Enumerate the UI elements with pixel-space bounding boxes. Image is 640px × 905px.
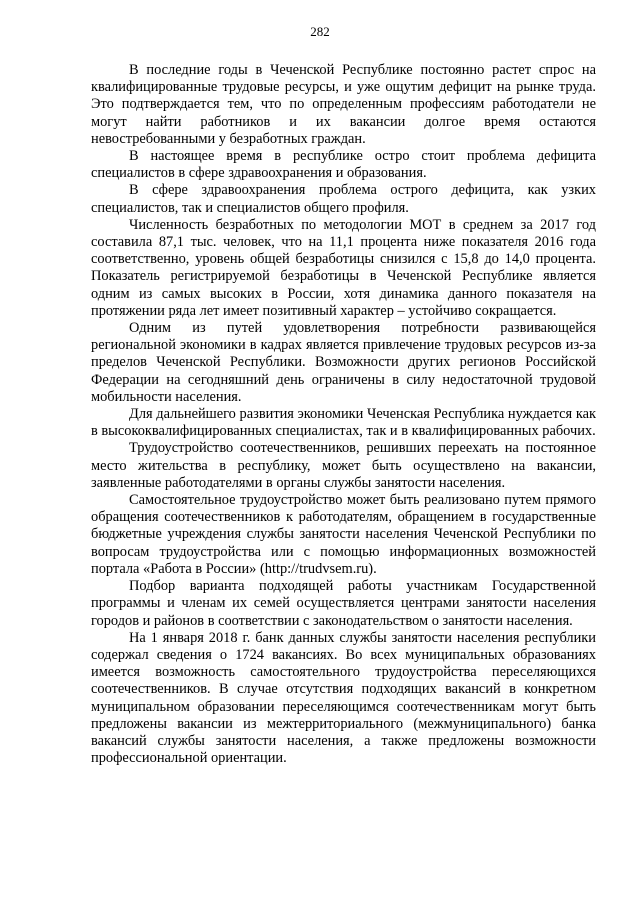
document-body (91, 62, 596, 767)
paragraph: На 1 января 2018 г. банк данных службы занятости населения республики содержал сведения о 1724 вакансиях. Во всех муниципальных образованиях имеется возможность самостоятельного трудоустройства переселяющихся соотечественников. В случае отсутствия подходящих вакансий в конкретном муниципальном образовании переселяющимся соотечественникам могут быть предложены вакансии из межтерриториального (межмуниципального) банка вакансий службы занятости населения, а также предложены возможности профессиональной ориентации. (91, 629, 596, 767)
paragraph: В последние годы в Чеченской Республике постоянно растет спрос на квалифицированные трудовые ресурсы, и уже ощутим дефицит на рынке труда. Это подтверждается тем, что по определенным профессиям работодатели не могут найти работников и их вакансии долгое время остаются невостребованными у безработных граждан. (91, 62, 596, 147)
paragraph: Для дальнейшего развития экономики Чеченская Республика нуждается как в высококвалифицированных специалистах, так и в квалифицированных рабочих. (91, 406, 596, 440)
paragraph: В сфере здравоохранения проблема острого дефицита, как узких специалистов, так и специалистов общего профиля. (91, 182, 596, 216)
paragraph: Самостоятельное трудоустройство может быть реализовано путем прямого обращения соотечественников к работодателям, обращением в государственные бюджетные учреждения службы занятости населения Чеченской Республики по вопросам трудоустройства или с помощью информационных возможностей портала «Работа в России» (http://trudvsem.ru). (91, 492, 596, 577)
paragraph: Одним из путей удовлетворения потребности развивающейся региональной экономики в кадрах является привлечение трудовых ресурсов из-за пределов Чеченской Республики. Возможности других регионов Российской Федерации на сегодняшний день ограничены в силу недостаточной трудовой мобильности населения. (91, 320, 596, 405)
paragraph: Подбор варианта подходящей работы участникам Государственной программы и членам их семей осуществляется центрами занятости населения городов и районов в соответствии с законодательством о занятости населения. (91, 578, 596, 629)
paragraph: Численность безработных по методологии МОТ в среднем за 2017 год составила 87,1 тыс. человек, что на 11,1 процента ниже показателя 2016 года соответственно, уровень общей безработицы снизился с 15,8 до 14,0 процента. Показатель регистрируемой безработицы в Чеченской Республике является одним из самых высоких в России, хотя динамика данного показателя на протяжении ряда лет имеет позитивный характер – устойчиво сокращается. (91, 216, 596, 319)
paragraph: Трудоустройство соотечественников, решивших переехать на постоянное место жительства в республику, может быть осуществлено на вакансии, заявленные работодателями в органы службы занятости населения. (91, 440, 596, 491)
page-number: 282 (310, 24, 330, 39)
paragraph: В настоящее время в республике остро стоит проблема дефицита специалистов в сфере здравоохранения и образования. (91, 148, 596, 182)
